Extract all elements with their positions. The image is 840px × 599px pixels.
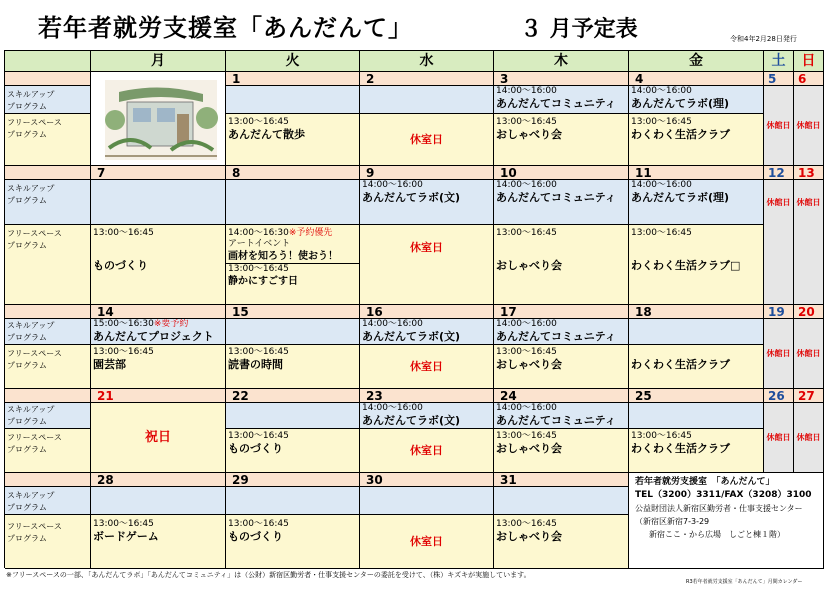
w4-tue-skill	[226, 403, 360, 429]
w4-fri-free	[629, 429, 764, 473]
w2-fri-skill	[629, 180, 764, 225]
event-time: 13:00〜16:45	[228, 519, 289, 529]
week2-skill-label: スキルアップ プログラム	[5, 180, 91, 225]
w4-sat-hall-closed: 休館日	[764, 403, 794, 473]
w5-tue-free	[226, 515, 360, 569]
w3-tue-skill	[226, 319, 360, 345]
hall-closed-text: 休館日	[796, 198, 821, 207]
event-name: わくわく生活クラブ	[631, 128, 730, 141]
w2-fri-free	[629, 225, 764, 305]
event-subtitle: アートイベント	[228, 239, 291, 249]
w3-wed-skill	[360, 319, 494, 345]
w3-mon-free	[91, 345, 226, 389]
w3-thu-skill	[494, 319, 629, 345]
event-time: 14:00〜16:00	[496, 319, 557, 329]
event-name: おしゃべり会	[496, 442, 562, 455]
week4-date-label	[5, 389, 91, 403]
date-24: 24	[494, 389, 629, 403]
week4-skill-label: スキルアップ プログラム	[5, 403, 91, 429]
event-time: 13:00〜16:45	[496, 117, 557, 127]
event-name: 静かにすごす日	[228, 276, 298, 287]
w1-sun-hall-closed: 休館日	[794, 86, 824, 166]
contact-info	[629, 473, 824, 569]
event-name: あんだんてラボ(文)	[362, 414, 461, 427]
event-time: 13:00〜16:45	[496, 519, 557, 529]
date-2: 2	[360, 72, 494, 86]
event-time: 13:00〜16:45	[496, 347, 557, 357]
w2-mon-skill	[91, 180, 226, 225]
w2-wed-skill	[360, 180, 494, 225]
date-29: 29	[226, 473, 360, 487]
event-name: 読書の時間	[228, 358, 283, 371]
week3-date-label	[5, 305, 91, 319]
w1-wed-skill	[360, 86, 494, 114]
event-time: 13:00〜16:45	[228, 431, 289, 441]
building-illustration	[91, 72, 226, 166]
date-11: 11	[629, 166, 764, 180]
w5-mon-skill	[91, 487, 226, 515]
w1-wed-closed: 休室日	[360, 114, 494, 166]
w5-wed-closed: 休室日	[360, 515, 494, 569]
date-18: 18	[629, 305, 764, 319]
event-name: わくわく生活クラブ	[631, 442, 730, 455]
calendar-grid	[4, 50, 824, 568]
week2-date-label	[5, 166, 91, 180]
w2-sun-hall-closed	[794, 180, 824, 305]
event-time: 14:00〜16:00	[496, 86, 557, 96]
w3-thu-free	[494, 345, 629, 389]
event-name: ボードゲーム	[93, 530, 159, 543]
date-27: 27	[794, 389, 824, 403]
w3-tue-free	[226, 345, 360, 389]
hall-closed-text: 休館日	[766, 198, 791, 207]
event-name: あんだんてコミュニティ	[496, 191, 616, 204]
w2-tue-skill	[226, 180, 360, 225]
w1-fri-free	[629, 114, 764, 166]
contact-tel: TEL（3200）3311/FAX（3208）3100	[635, 490, 812, 500]
w3-sat-hall-closed: 休館日	[764, 319, 794, 389]
contact-building: 新宿ここ・から広場 しごと棟１階）	[649, 530, 785, 539]
date-26: 26	[764, 389, 794, 403]
event-name: ものづくり	[228, 530, 283, 543]
event-name: ものづくり	[93, 259, 148, 272]
w3-sun-hall-closed: 休館日	[794, 319, 824, 389]
w4-wed-skill	[360, 403, 494, 429]
w5-thu-free	[494, 515, 629, 569]
w5-tue-skill	[226, 487, 360, 515]
date-22: 22	[226, 389, 360, 403]
w4-sun-hall-closed: 休館日	[794, 403, 824, 473]
event-time: 14:00〜16:00	[631, 86, 692, 96]
event-name: あんだんてラボ(理)	[631, 97, 730, 110]
header-mon: 月	[91, 51, 226, 72]
date-3: 3	[494, 72, 629, 86]
w5-mon-free	[91, 515, 226, 569]
month-title: ３ 月予定表	[520, 17, 638, 42]
event-name: あんだんて散歩	[228, 128, 305, 141]
week5-date-label	[5, 473, 91, 487]
event-time: 13:00〜16:45	[228, 347, 289, 357]
w5-thu-skill	[494, 487, 629, 515]
event-name: おしゃべり会	[496, 358, 562, 371]
event-name: あんだんてラボ(理)	[631, 191, 730, 204]
date-28: 28	[91, 473, 226, 487]
event-name: わくわく生活クラブ	[631, 358, 730, 371]
event-name: あんだんてラボ(文)	[362, 191, 461, 204]
week3-free-label: フリースペース プログラム	[5, 345, 91, 389]
w1-tue-free	[226, 114, 360, 166]
w1-thu-free	[494, 114, 629, 166]
event-time	[226, 228, 359, 239]
w1-fri-skill	[629, 86, 764, 114]
event-time: 13:00〜16:45	[631, 431, 692, 441]
event-time: 13:00〜16:45	[93, 347, 154, 357]
event-time: 14:00〜16:00	[362, 180, 423, 190]
date-30: 30	[360, 473, 494, 487]
w4-wed-closed: 休室日	[360, 429, 494, 473]
header-sat: 土	[764, 51, 794, 72]
header-fri: 金	[629, 51, 764, 72]
event-time	[91, 319, 225, 330]
event-name: ものづくり	[228, 442, 283, 455]
w4-thu-free	[494, 429, 629, 473]
w2-tue-free	[226, 225, 360, 305]
w1-tue-skill	[226, 86, 360, 114]
week4-free-label: フリースペース プログラム	[5, 429, 91, 473]
event-name: おしゃべり会	[496, 259, 562, 272]
event-time: 14:00〜16:00	[362, 403, 423, 413]
date-23: 23	[360, 389, 494, 403]
date-7: 7	[91, 166, 226, 180]
w4-tue-free	[226, 429, 360, 473]
event-time: 13:00〜16:45	[496, 431, 557, 441]
date-4: 4	[629, 72, 764, 86]
date-13: 13	[794, 166, 824, 180]
date-12: 12	[764, 166, 794, 180]
contact-address: （新宿区新宿7-3-29	[635, 517, 710, 526]
event-name: あんだんてラボ(文)	[362, 330, 461, 343]
issue-date: 令和4年2月28日発行	[730, 35, 797, 43]
w1-sat-hall-closed: 休館日	[764, 86, 794, 166]
date-31: 31	[494, 473, 629, 487]
week1-skill-label: スキルアップ プログラム	[5, 86, 91, 114]
page-title: 若年者就労支援室「あんだんて」	[38, 14, 413, 42]
event-time: 13:00〜16:45	[496, 228, 557, 238]
week1-date-label	[5, 72, 91, 86]
week5-free-label: フリースペース プログラム	[5, 515, 91, 569]
week3-skill-label: スキルアップ プログラム	[5, 319, 91, 345]
reservation-note: ※予約優先	[288, 228, 333, 238]
event-time: 13:00〜16:45	[93, 519, 154, 529]
w3-wed-closed: 休室日	[360, 345, 494, 389]
event-name: おしゃべり会	[496, 128, 562, 141]
date-14: 14	[91, 305, 226, 319]
header-thu: 木	[494, 51, 629, 72]
date-10: 10	[494, 166, 629, 180]
contact-org: 公益財団法人新宿区勤労者・仕事支援センター	[635, 504, 803, 513]
w3-mon-skill	[91, 319, 226, 345]
event-time: 13:00〜16:45	[228, 264, 289, 274]
event-time: 14:00〜16:00	[362, 319, 423, 329]
date-9: 9	[360, 166, 494, 180]
week2-free-label: フリースペース プログラム	[5, 225, 91, 305]
reservation-note: ※要予約	[153, 319, 189, 329]
date-19: 19	[764, 305, 794, 319]
w1-thu-skill	[494, 86, 629, 114]
date-15: 15	[226, 305, 360, 319]
w3-fri-skill	[629, 319, 764, 345]
event-time: 13:00〜16:45	[631, 228, 692, 238]
illustration-image	[91, 72, 226, 166]
event-time-text: 15:00〜16:30	[93, 319, 154, 329]
date-20: 20	[794, 305, 824, 319]
w2-mon-free	[91, 225, 226, 305]
w4-mon-holiday: 祝日	[91, 403, 226, 473]
w4-fri-skill	[629, 403, 764, 429]
event-time: 13:00〜16:45	[93, 228, 154, 238]
w4-thu-skill	[494, 403, 629, 429]
week5-skill-label: スキルアップ プログラム	[5, 487, 91, 515]
w5-wed-skill	[360, 487, 494, 515]
date-21: 21	[91, 389, 226, 403]
header-wed: 水	[360, 51, 494, 72]
event-time: 14:00〜16:00	[631, 180, 692, 190]
date-8: 8	[226, 166, 360, 180]
event-time-text: 14:00〜16:30	[228, 228, 289, 238]
event-name: あんだんてコミュニティ	[496, 97, 616, 110]
contact-name: 若年者就労支援室 「あんだんて」	[635, 477, 775, 487]
event-name: あんだんてコミュニティ	[496, 414, 616, 427]
event-name: わくわく生活クラブ□	[631, 259, 741, 272]
credit: R3若年者就労支援室「あんだんて」月間カレンダー	[686, 579, 803, 585]
event-name: 園芸部	[93, 358, 126, 371]
event-name: あんだんてコミュニティ	[496, 330, 616, 343]
header-tue: 火	[226, 51, 360, 72]
event-time: 13:00〜16:45	[631, 117, 692, 127]
footnote: ※フリースペースの一部、「あんだんてラボ」「あんだんてコミュニティ」は（公財）新宿区勤労者・仕事支援センターの委託を受けて、（株）キズキが実施しています。	[6, 571, 531, 579]
header-blank	[5, 51, 91, 72]
date-6: 6	[794, 72, 824, 86]
date-17: 17	[494, 305, 629, 319]
w2-thu-free	[494, 225, 629, 305]
event-name: おしゃべり会	[496, 530, 562, 543]
event-time: 14:00〜16:00	[496, 403, 557, 413]
header-sun: 日	[794, 51, 824, 72]
event-time: 13:00〜16:45	[228, 117, 289, 127]
w2-sat-hall-closed	[764, 180, 794, 305]
w2-wed-closed: 休室日	[360, 225, 494, 305]
week1-free-label: フリースペース プログラム	[5, 114, 91, 166]
date-5: 5	[764, 72, 794, 86]
w3-fri-free	[629, 345, 764, 389]
event-name: 画材を知ろう！使おう！	[226, 250, 359, 264]
w2-thu-skill	[494, 180, 629, 225]
date-1: 1	[226, 72, 360, 86]
date-16: 16	[360, 305, 494, 319]
date-25: 25	[629, 389, 764, 403]
event-time: 14:00〜16:00	[496, 180, 557, 190]
event-name: あんだんてプロジェクト	[93, 330, 214, 343]
